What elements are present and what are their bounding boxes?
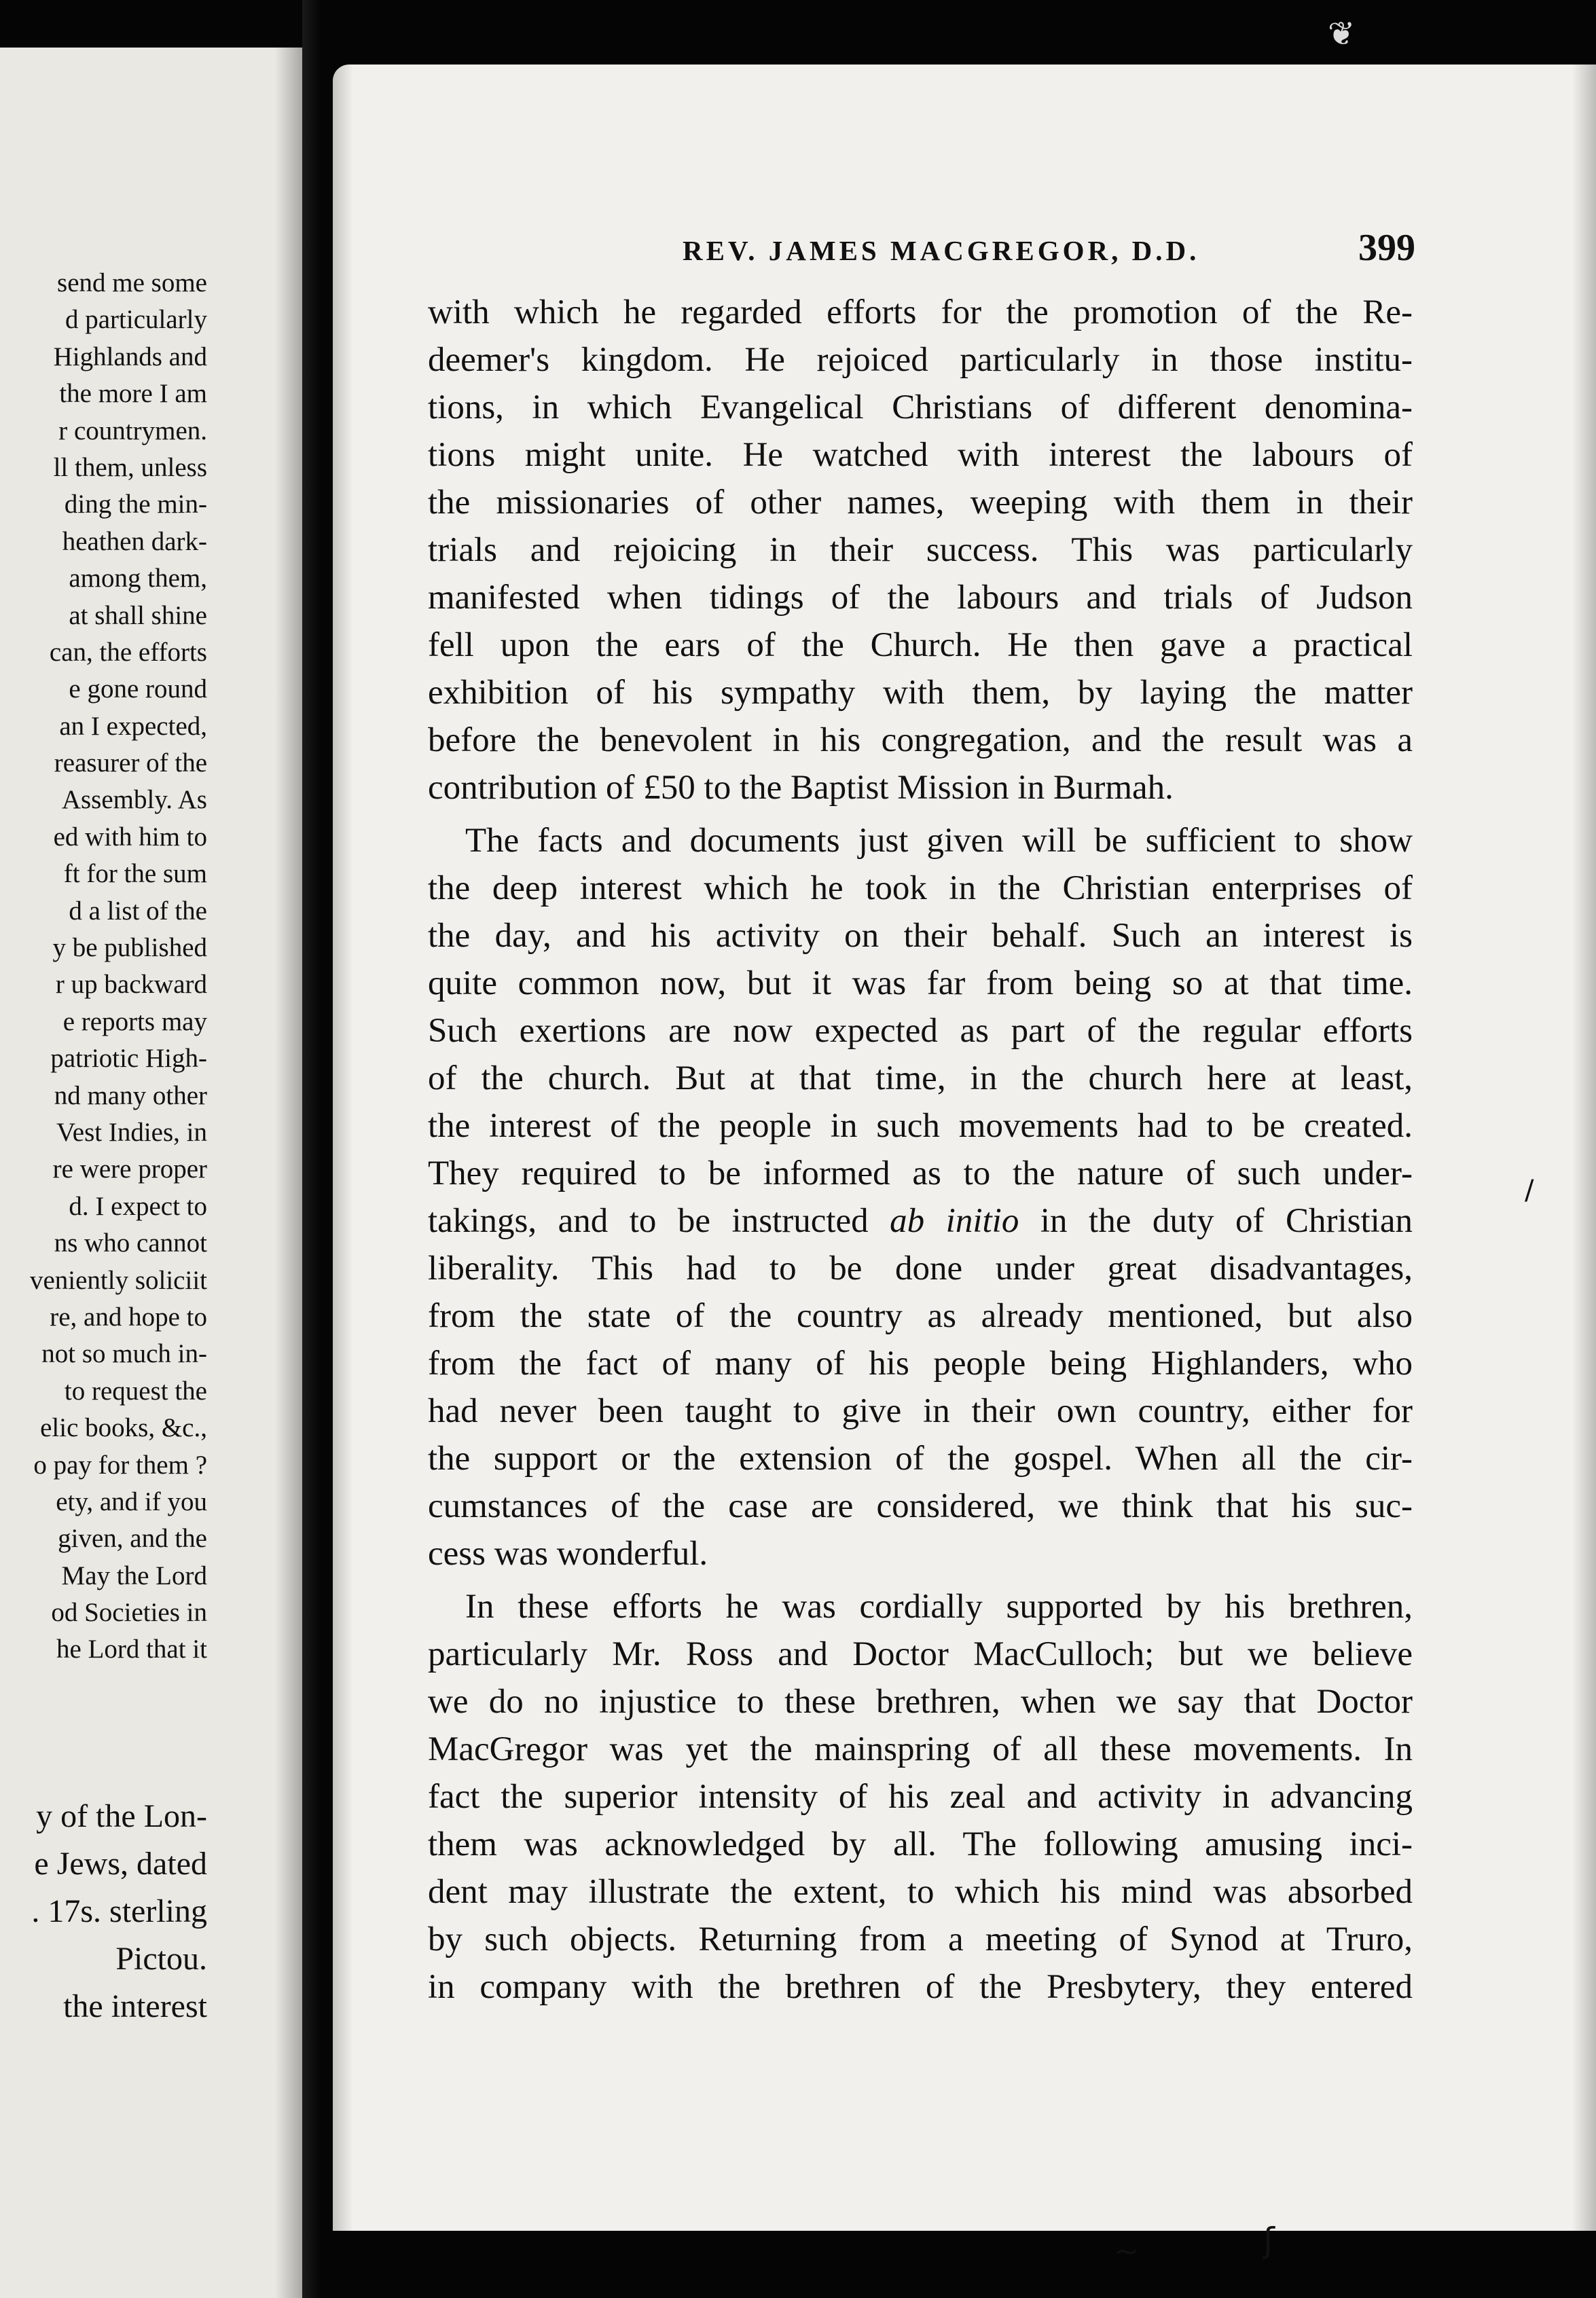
text-line: cumstances of the case are considered, we think that his suc-	[428, 1487, 1413, 1525]
text-line: deemer's kingdom. He rejoiced particularly in those institu-	[428, 341, 1413, 379]
text-line: the deep interest which he took in the Christian enterprises of	[428, 869, 1413, 907]
text-line: trials and rejoicing in their success. This was particularly	[428, 531, 1413, 569]
left-text-line: not so much in-	[41, 1339, 207, 1369]
left-text-line: . 17s. sterling	[31, 1893, 207, 1929]
left-text-line: ns who cannot	[54, 1228, 207, 1258]
text-line: MacGregor was yet the mainspring of all these movements. In	[428, 1730, 1413, 1768]
text-line: fact the superior intensity of his zeal and activity in advancing	[428, 1778, 1413, 1816]
left-text-line: r countrymen.	[58, 416, 207, 445]
text-line: The facts and documents just given will be sufficient to show	[465, 822, 1413, 860]
text-line: them was acknowledged by all. The following amusing inci-	[428, 1825, 1413, 1863]
text-line: before the benevolent in his congregation, and the result was a	[428, 721, 1413, 759]
page-number: 399	[1358, 227, 1415, 269]
page-right-edge-shadow	[1572, 65, 1596, 2231]
text-line: fell upon the ears of the Church. He then gave a practical	[428, 626, 1413, 664]
text-line: of the church. But at that time, in the church here at least,	[428, 1059, 1413, 1097]
text-line: had never been taught to give in their own country, either for	[428, 1392, 1413, 1430]
left-page-lower-text	[31, 1793, 207, 2030]
left-text-line: r up backward	[55, 970, 207, 1000]
left-text-line: re, and hope to	[50, 1302, 207, 1332]
left-text-line: od Societies in	[51, 1598, 207, 1628]
bottom-stray-mark: ʃ	[1263, 2221, 1275, 2260]
text-line: In these efforts he was cordially supported by his brethren,	[465, 1588, 1413, 1626]
paragraph-2	[428, 817, 1413, 1577]
left-text-line: nd many other	[54, 1080, 207, 1110]
left-text-line: Vest Indies, in	[56, 1117, 207, 1147]
text-line: the interest of the people in such movements had to be created.	[428, 1107, 1413, 1145]
text-line: cess was wonderful.	[428, 1535, 708, 1573]
left-text-line: ding the min-	[64, 490, 207, 519]
left-text-line: can, the efforts	[49, 637, 207, 667]
left-facing-page	[0, 48, 302, 2298]
left-text-line: e gone round	[69, 674, 207, 704]
left-text-line: among them,	[69, 564, 207, 594]
text-line: from the state of the country as already mentioned, but also	[428, 1297, 1413, 1335]
page-edge-shadow	[333, 65, 353, 2231]
text-line: in company with the brethren of the Presbytery, they entered	[428, 1968, 1413, 2006]
left-text-line: May the Lord	[61, 1561, 207, 1590]
left-text-line: ed with him to	[53, 822, 207, 852]
corner-blot-mark: ❦	[1328, 15, 1356, 53]
text-line: Such exertions are now expected as part of the regular efforts	[428, 1012, 1413, 1050]
paragraph-1	[428, 289, 1413, 811]
left-text-line: Assembly. As	[61, 785, 207, 815]
left-text-line: an I expected,	[59, 711, 207, 741]
left-text-line: e reports may	[62, 1006, 207, 1036]
stray-pen-mark: /	[1525, 1175, 1534, 1206]
text-line: liberality. This had to be done under great disadvantages,	[428, 1250, 1413, 1288]
running-head: REV. JAMES MACGREGOR, D.D.	[683, 235, 1200, 266]
text-line: by such objects. Returning from a meeting of Synod at Truro,	[428, 1920, 1413, 1958]
left-text-line: Highlands and	[53, 342, 207, 371]
text-line: the missionaries of other names, weeping with them in their	[428, 484, 1413, 522]
left-text-line: at shall shine	[69, 600, 207, 630]
left-text-line: d. I expect to	[69, 1191, 207, 1221]
paragraph-3	[428, 1583, 1413, 2011]
text-line: manifested when tidings of the labours and trials of Judson	[428, 579, 1413, 617]
left-page-upper-text	[30, 265, 207, 1668]
text-line: exhibition of his sympathy with them, by laying the matter	[428, 674, 1413, 712]
left-text-line: d particularly	[65, 305, 207, 335]
left-text-line: ll them, unless	[53, 452, 207, 482]
left-text-line: e Jews, dated	[34, 1846, 207, 1882]
left-text-line: veniently soliciit	[29, 1265, 207, 1295]
left-text-line: y of the Lon-	[36, 1798, 207, 1834]
left-text-line: patriotic High-	[50, 1044, 207, 1074]
left-text-line: re were proper	[52, 1154, 207, 1184]
bottom-stray-mark: ~	[1114, 2234, 1139, 2269]
left-text-line: send me some	[57, 268, 207, 297]
book-gutter	[302, 0, 333, 2298]
text-line: with which he regarded efforts for the promotion of the Re-	[428, 293, 1413, 331]
text-line: tions, in which Evangelical Christians of different denomina-	[428, 388, 1413, 426]
left-text-line: y be published	[52, 933, 207, 963]
text-line: we do no injustice to these brethren, when we say that Doctor	[428, 1683, 1413, 1721]
left-text-line: heathen dark-	[62, 526, 207, 556]
left-page-shadow	[275, 48, 302, 2298]
left-text-line: he Lord that it	[56, 1635, 207, 1664]
left-text-line: reasurer of the	[54, 748, 207, 778]
right-main-page	[333, 65, 1596, 2231]
text-line: particularly Mr. Ross and Doctor MacCulloch; but we believe	[428, 1635, 1413, 1673]
left-text-line: the interest	[63, 1988, 207, 2024]
latin-phrase: ab initio	[890, 1202, 1019, 1240]
left-text-line: Pictou.	[115, 1941, 207, 1977]
text-line: quite common now, but it was far from being so at that time.	[428, 964, 1413, 1002]
left-text-line: ft for the sum	[63, 859, 207, 889]
text-line: They required to be informed as to the nature of such under-	[428, 1154, 1413, 1192]
text-line: the day, and his activity on their behalf. Such an interest is	[428, 917, 1413, 955]
left-text-line: d a list of the	[69, 896, 207, 926]
left-text-line: ety, and if you	[56, 1487, 207, 1516]
text-line: contribution of £50 to the Baptist Mission in Burmah.	[428, 769, 1174, 807]
left-text-line: o pay for them ?	[33, 1450, 207, 1480]
body-text	[428, 289, 1413, 2011]
text-line-italic: takings, and to be instructed ab initio in the duty of Christian	[428, 1202, 1413, 1240]
left-text-line: given, and the	[58, 1524, 207, 1554]
left-text-line: elic books, &c.,	[40, 1413, 207, 1443]
text-line: the support or the extension of the gospel. When all the cir-	[428, 1440, 1413, 1478]
text-line: tions might unite. He watched with interest the labours of	[428, 436, 1413, 474]
text-line: dent may illustrate the extent, to which his mind was absorbed	[428, 1873, 1413, 1911]
left-text-line: the more I am	[59, 379, 207, 409]
left-text-line: to request the	[64, 1376, 207, 1406]
text-line: from the fact of many of his people being Highlanders, who	[428, 1345, 1413, 1383]
